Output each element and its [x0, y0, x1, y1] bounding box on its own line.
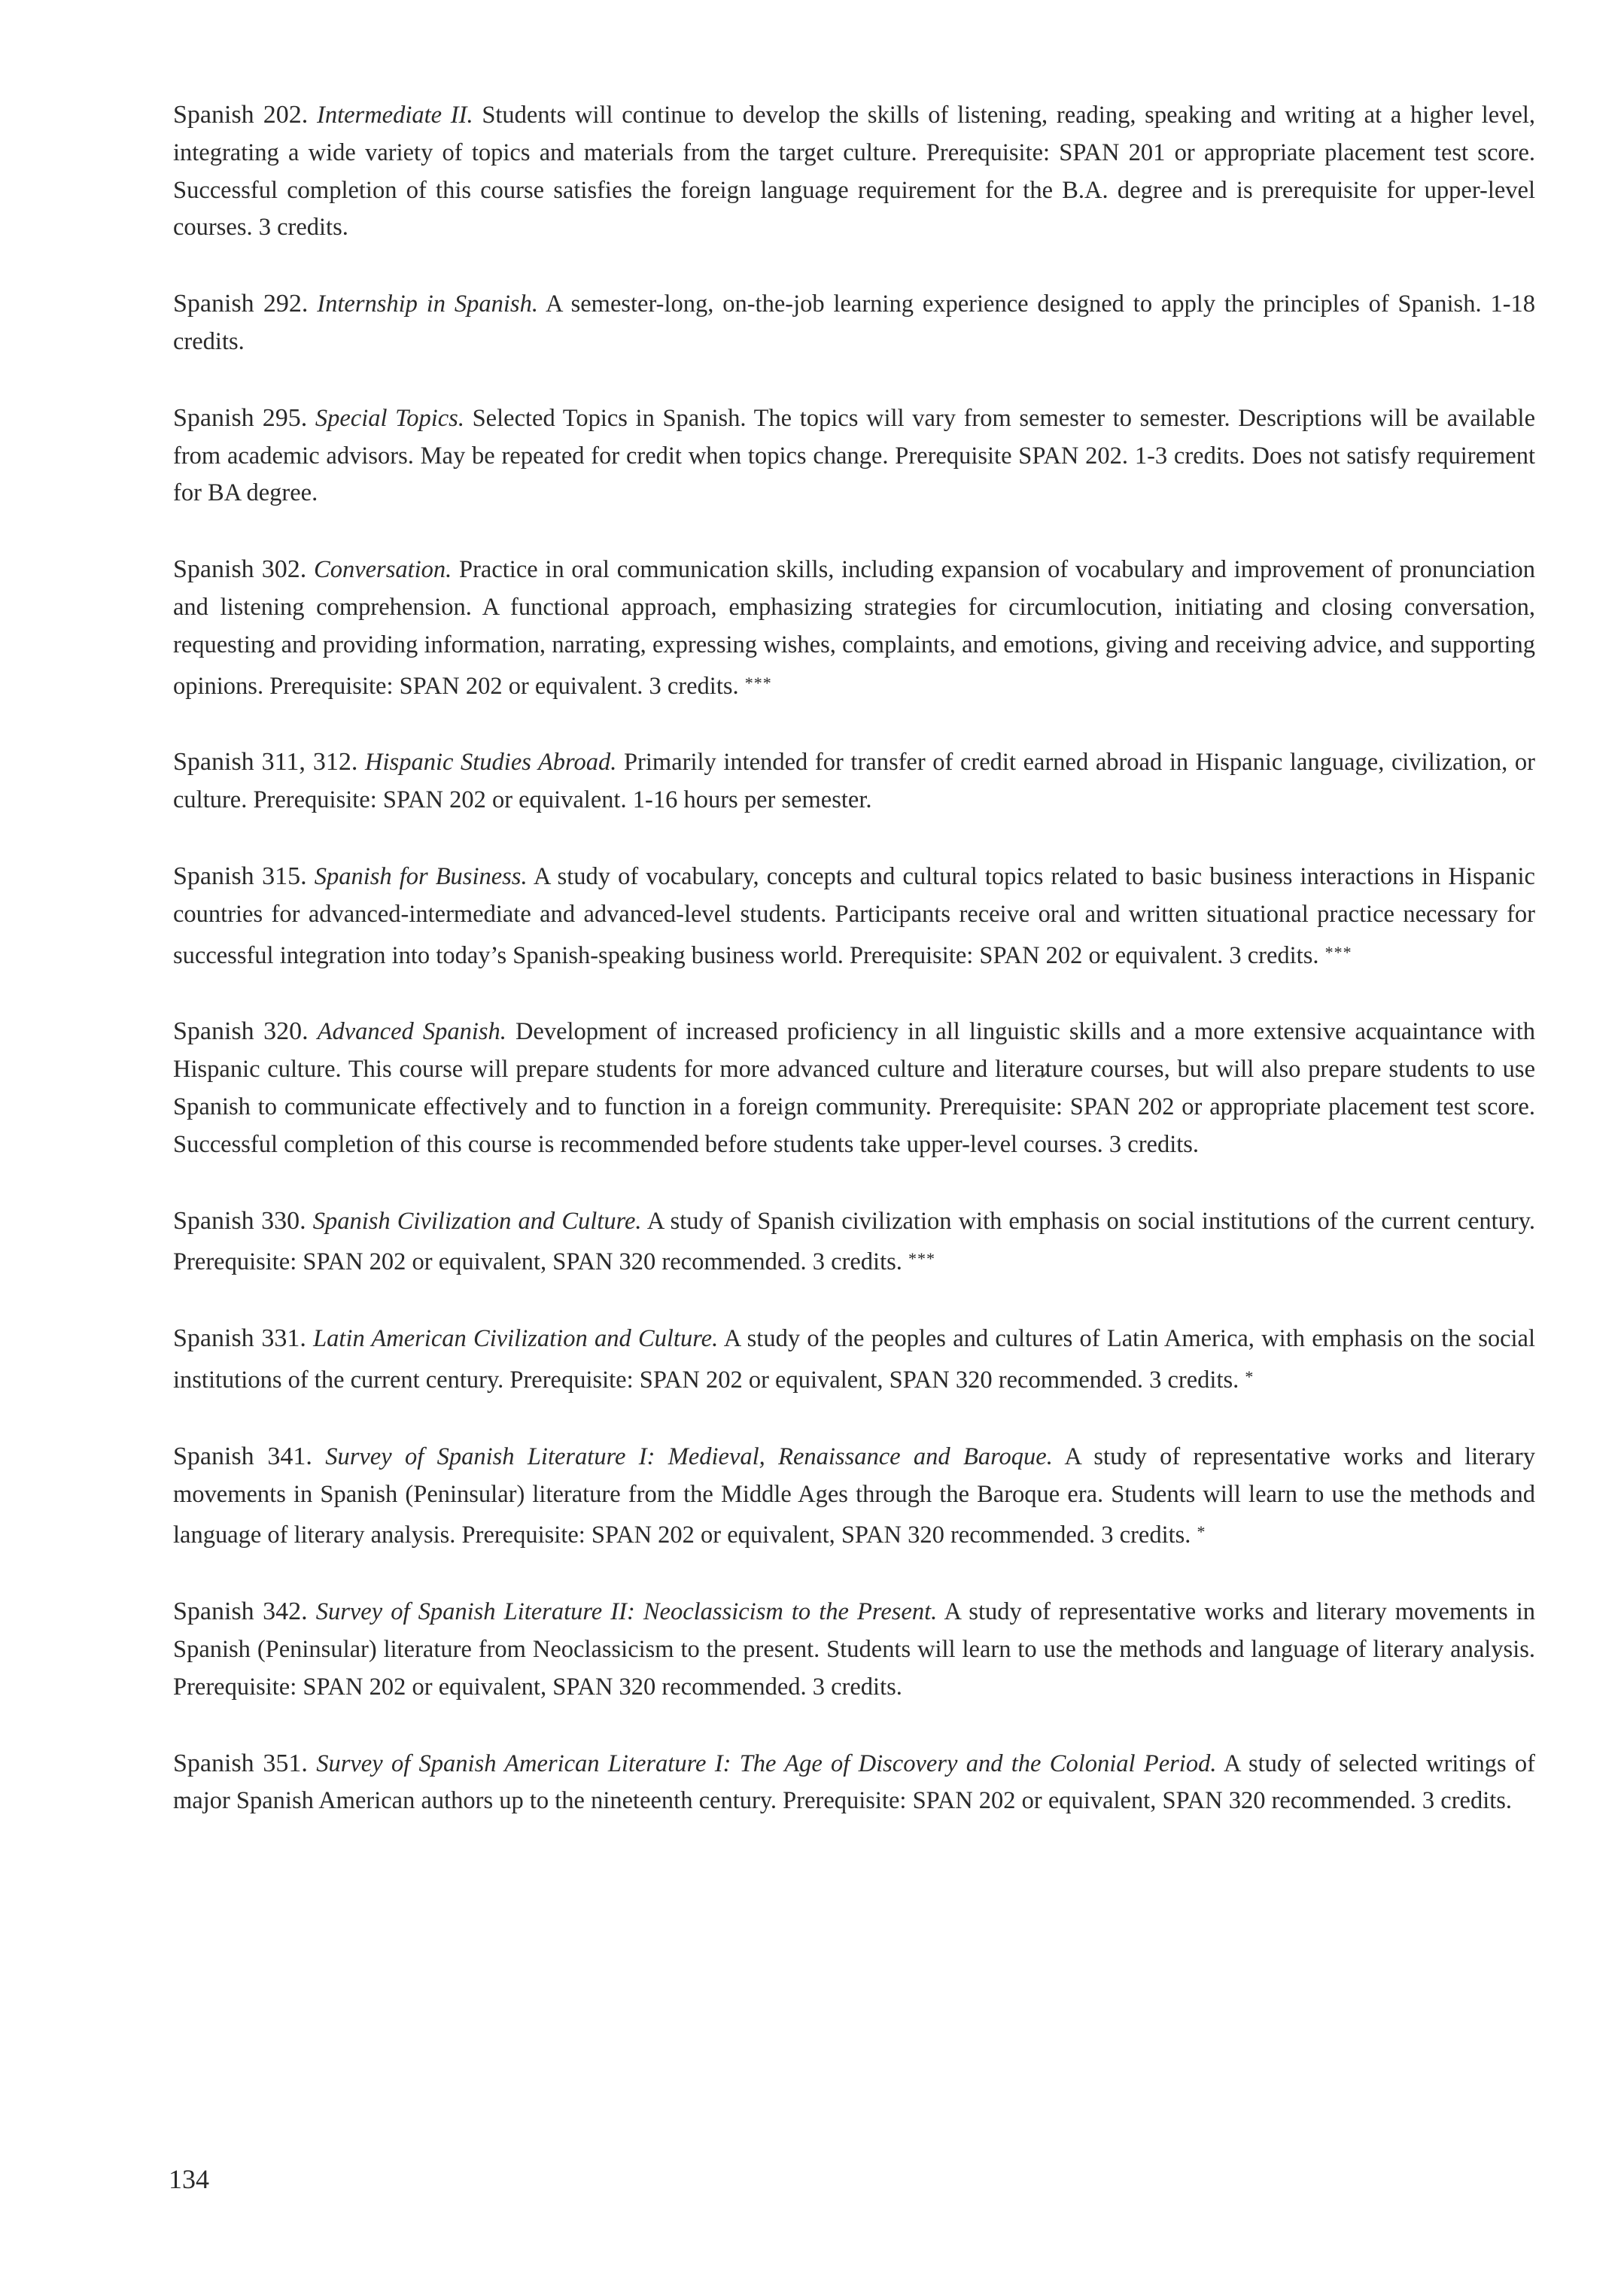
course-number: Spanish 341. [173, 1442, 312, 1470]
course-number: Spanish 342. [173, 1597, 308, 1626]
course-marker: *** [1324, 942, 1352, 962]
course-list [173, 96, 1535, 1859]
course-number: Spanish 315. [173, 862, 307, 890]
course-entry [173, 1202, 1535, 1282]
course-title: Survey of Spanish American Literature I: The Age of Discovery and the Colonial Period. [316, 1749, 1217, 1777]
course-entry [173, 1013, 1535, 1163]
course-description: A study of representative works and literary movements in Spanish (Peninsular) literature from Neoclassicism to the present. Students will learn to use the methods and language of literary analysis. Prerequisite: SPAN 202 or equivalent, SPAN 320 recommended. 3 credits. [173, 1598, 1535, 1701]
course-description: Practice in oral communication skills, including expansion of vocabulary and improvement of pronunciation and listening comprehension. A functional approach, emphasizing strategies for circumlocution, initiating and closing conversation, requesting and providing information, narrating, expressing wishes, complaints, and emotions, giving and receiving advice, and supporting opinions. Prerequisite: SPAN 202 or equivalent. 3 credits. [173, 556, 1536, 700]
course-entry [173, 1438, 1535, 1555]
course-number: Spanish 331. [173, 1324, 306, 1353]
course-entry [173, 1745, 1535, 1821]
course-entry [173, 96, 1535, 247]
course-marker: * [1245, 1366, 1254, 1386]
course-marker: * [1197, 1522, 1206, 1542]
course-entry [173, 400, 1535, 512]
course-number: Spanish 351. [173, 1749, 308, 1777]
course-number: Spanish 295. [173, 403, 308, 432]
course-title: Intermediate II. [317, 102, 473, 129]
course-title: Survey of Spanish Literature I: Medieval, Renaissance and Baroque. [325, 1442, 1053, 1470]
course-description: Students will continue to develop the skills of listening, reading, speaking and writing at a higher level, integrating a wide variety of topics and materials from the target culture. Prerequisite: SPAN 201 or appropriate placement test score. Successful completion of this course satisfies the foreign language requirement for the B.A. degree and is prerequisite for upper-level courses. 3 credits. [173, 102, 1536, 242]
course-description: A study of selected writings of major Spanish American authors up to the nineteenth century. Prerequisite: SPAN 202 or equivalent, SPAN 320 recommended. 3 credits. [173, 1749, 1535, 1815]
course-entry [173, 858, 1535, 974]
course-entry [173, 285, 1535, 361]
course-title: Survey of Spanish Literature II: Neoclassicism to the Present. [315, 1598, 938, 1626]
course-description: A study of representative works and literary movements in Spanish (Peninsular) literature from the Middle Ages through the Baroque era. Students will learn to use the methods and language of literary analysis. Prerequisite: SPAN 202 or equivalent, SPAN 320 recommended. 3 credits. [173, 1442, 1536, 1549]
course-marker: *** [908, 1249, 935, 1269]
course-number: Spanish 330. [173, 1206, 306, 1235]
course-title: Hispanic Studies Abroad. [365, 749, 617, 777]
course-title: Spanish Civilization and Culture. [312, 1207, 642, 1235]
course-marker: *** [744, 673, 772, 692]
course-description: A semester-long, on-the-job learning experience designed to apply the principles of Spanish. 1-18 credits. [173, 290, 1536, 355]
course-number: Spanish 202. [173, 101, 309, 129]
course-number: Spanish 302. [173, 555, 307, 584]
course-title: Latin American Civilization and Culture. [313, 1325, 719, 1353]
course-description: Selected Topics in Spanish. The topics will vary from semester to semester. Descriptions will be available from academic advisors. May be repeated for credit when topics change. Prerequisite SPAN 202. 1-3 credits. Does not satisfy requirement for BA degree. [173, 404, 1536, 507]
course-title: Advanced Spanish. [317, 1018, 506, 1046]
course-number: Spanish 311, 312. [173, 748, 358, 777]
page-number: 134 [169, 2164, 209, 2194]
course-number: Spanish 320. [173, 1017, 309, 1046]
course-description: A study of the peoples and cultures of Latin America, with emphasis on the social institutions of the current century. Prerequisite: SPAN 202 or equivalent, SPAN 320 recommended. 3 credits. [173, 1325, 1535, 1394]
course-number: Spanish 292. [173, 290, 309, 318]
course-entry [173, 1593, 1535, 1706]
course-title: Conversation. [314, 556, 452, 584]
course-entry [173, 551, 1535, 705]
course-entry [173, 1320, 1535, 1400]
course-description: Primarily intended for transfer of credit earned abroad in Hispanic language, civilization, or culture. Prerequisite: SPAN 202 or equivalent. 1-16 hours per semester. [173, 749, 1535, 814]
course-title: Special Topics. [315, 404, 464, 432]
course-description: A study of vocabulary, concepts and cultural topics related to basic business interactions in Hispanic countries for advanced-intermediate and advanced-level students. Participants receive oral and written situational practice necessary for successful integration into today’s Spanish-speaking business world. Prerequisite: SPAN 202 or equivalent. 3 credits. [173, 862, 1535, 969]
course-description: A study of Spanish civilization with emphasis on social institutions of the current century. Prerequisite: SPAN 202 or equivalent, SPAN 320 recommended. 3 credits. [173, 1207, 1535, 1276]
course-title: Spanish for Business. [314, 862, 528, 890]
course-entry [173, 743, 1535, 819]
course-title: Internship in Spanish. [317, 290, 538, 318]
course-description: Development of increased proficiency in all linguistic skills and a more extensive acquaintance with Hispanic culture. This course will prepare students for more advanced culture and literature courses, but will also prepare students to use Spanish to communicate effectively and to function in a foreign community. Prerequisite: SPAN 202 or appropriate placement test score. Successful completion of this course is recommended before students take upper-level courses. 3 credits. [173, 1018, 1535, 1158]
